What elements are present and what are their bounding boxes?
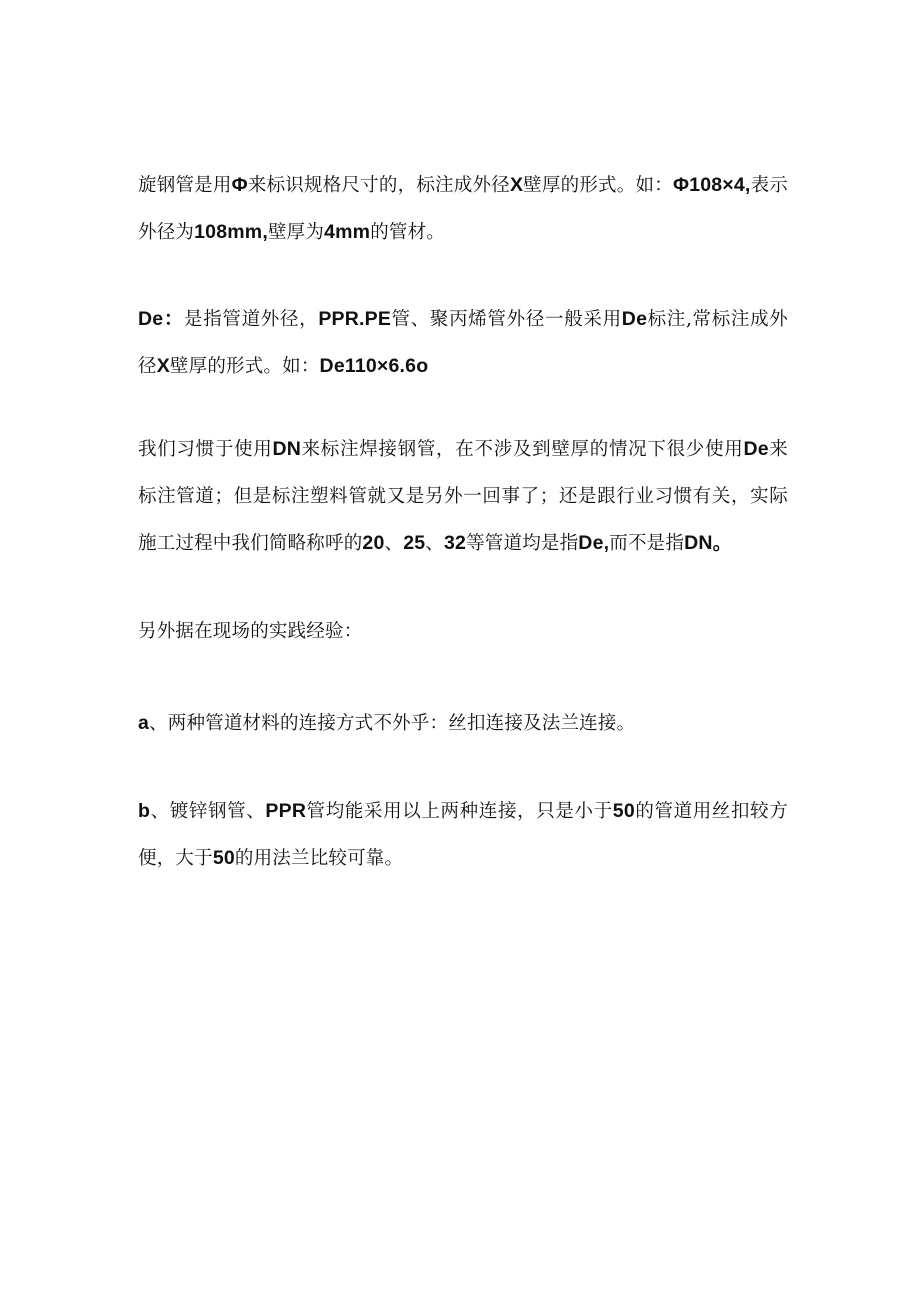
text-segment-bold: X <box>156 355 170 377</box>
text-segment: 的管道用丝扣较方便，大于 <box>138 801 789 869</box>
paragraph-de-definition <box>138 296 788 390</box>
text-segment-bold: 4mm <box>324 221 371 243</box>
paragraph-item-b <box>138 788 788 882</box>
text-segment: 、镀锌钢管、 <box>150 801 266 822</box>
text-segment-bold: 20 <box>362 532 385 554</box>
text-segment-bold: X <box>509 174 524 196</box>
text-segment-bold: De： <box>138 308 185 330</box>
text-segment: 的管材。 <box>370 222 445 243</box>
text-segment-bold: Φ108×4, <box>672 174 751 196</box>
paragraph-dn-vs-de-usage <box>138 426 788 567</box>
text-segment: 管、聚丙烯管外径一般采用 <box>391 309 622 330</box>
text-segment: 来标注焊接钢管，在不涉及到壁厚的情况下很少使用 <box>301 439 744 460</box>
text-segment-bold: De110×6.6o <box>319 355 429 377</box>
text-segment-bold: 32 <box>444 532 467 554</box>
text-segment: 壁厚为 <box>267 222 325 243</box>
paragraph-item-a <box>138 700 788 747</box>
text-segment: 的用法兰比较可靠。 <box>234 848 404 869</box>
text-segment-bold: Φ <box>231 174 248 196</box>
text-segment-bold: PPR.PE <box>318 308 392 330</box>
text-segment: 壁厚的形式。如： <box>169 356 320 377</box>
text-segment-bold: 25 <box>403 532 426 554</box>
text-segment-bold: De, <box>578 532 610 554</box>
text-segment-bold: 50 <box>612 800 635 822</box>
text-segment: 我们习惯于使用 <box>138 439 273 460</box>
text-segment: 、 <box>384 533 404 554</box>
text-segment: 旋钢管是用 <box>138 175 232 196</box>
text-segment: 等管道均是指 <box>466 533 579 554</box>
text-segment: 另外据在现场的实践经验： <box>138 621 363 642</box>
text-segment-bold: PPR <box>265 800 307 822</box>
text-segment: 而不是指 <box>609 533 685 554</box>
text-segment: 、两种管道材料的连接方式不外乎：丝扣连接及法兰连接。 <box>149 713 636 734</box>
text-segment-bold: 108mm, <box>194 221 268 243</box>
paragraph-field-experience <box>138 608 788 655</box>
text-segment-bold: De <box>621 308 648 330</box>
paragraph-pipe-phi-notation <box>138 162 788 256</box>
text-segment: 来标识规格尺寸的，标注成外径 <box>247 175 510 196</box>
text-segment: 管均能采用以上两种连接，只是小于 <box>306 801 613 822</box>
text-segment: 来标注管道；但是标注塑料管就又是另外一回事了；还是跟行业习惯有关，实际施工过程中我们简略称呼的 <box>138 439 788 554</box>
list-marker: a <box>138 712 150 734</box>
text-segment-bold: 50 <box>212 847 235 869</box>
text-segment: 表示外径为 <box>138 175 788 243</box>
text-segment: 壁厚的形式。如： <box>523 175 673 196</box>
list-marker: b <box>138 800 151 822</box>
text-segment: 标注,常标注成外径 <box>138 309 789 377</box>
text-segment-bold: DN <box>272 438 302 460</box>
text-segment: 、 <box>425 533 444 554</box>
text-segment-bold: DN。 <box>684 532 733 554</box>
text-segment-bold: De <box>743 438 769 460</box>
text-segment: 是指管道外径， <box>184 309 319 330</box>
